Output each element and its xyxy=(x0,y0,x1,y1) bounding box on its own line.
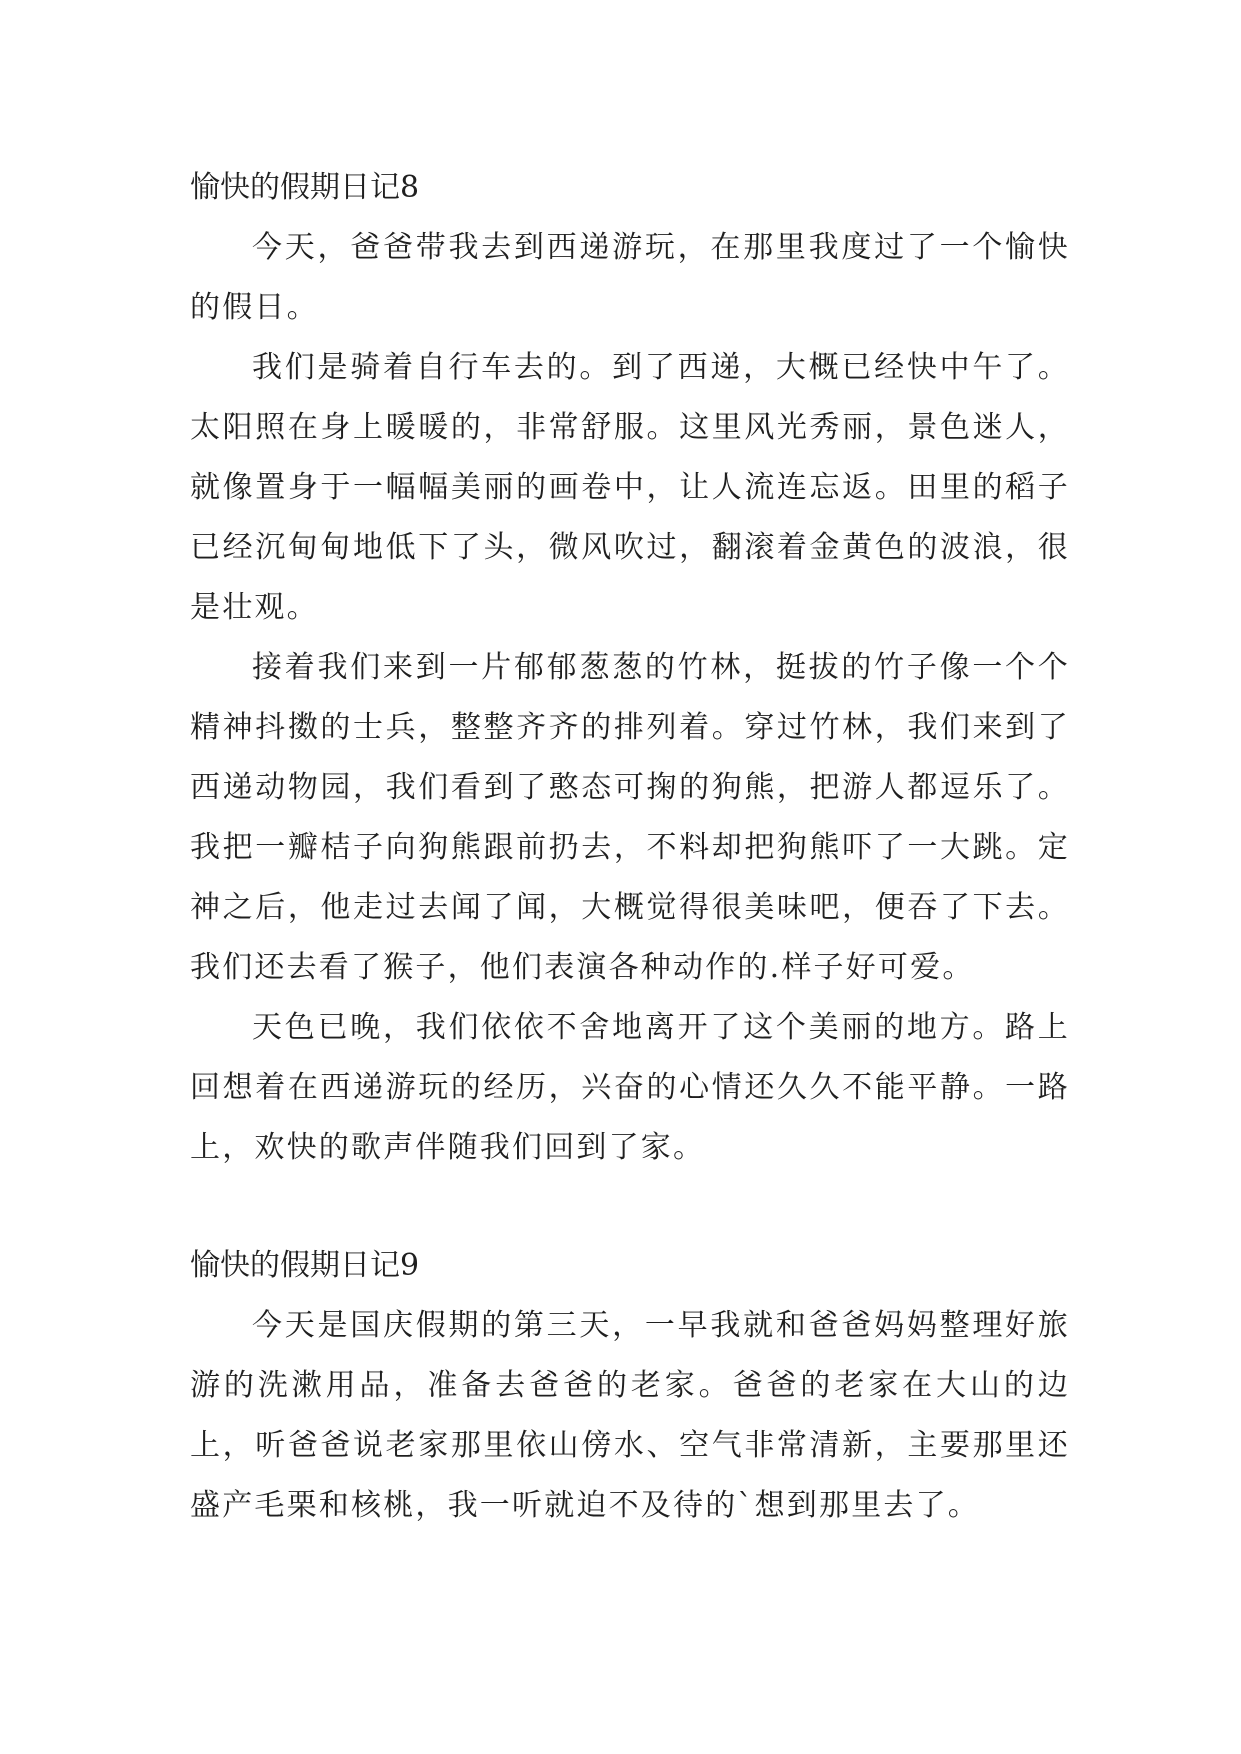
entry-title: 愉快的假期日记8 xyxy=(190,170,420,205)
entry-spacer xyxy=(190,1178,1070,1236)
entry-title: 愉快的假期日记9 xyxy=(190,1248,420,1283)
document-body xyxy=(190,158,1070,1536)
paragraph: 天色已晚，我们依依不舍地离开了这个美丽的地方。路上回想着在西递游玩的经历，兴奋的心情还久久不能平静。一路上，欢快的歌声伴随我们回到了家。 xyxy=(190,1010,1070,1165)
diary-entry-8 xyxy=(190,158,1070,1178)
paragraph: 今天是国庆假期的第三天，一早我就和爸爸妈妈整理好旅游的洗漱用品，准备去爸爸的老家。爸爸的老家在大山的边上，听爸爸说老家那里依山傍水、空气非常清新，主要那里还盛产毛栗和核桃，我一听就迫不及待的`想到那里去了。 xyxy=(190,1308,1070,1523)
paragraph: 今天，爸爸带我去到西递游玩，在那里我度过了一个愉快的假日。 xyxy=(190,230,1070,325)
paragraph: 我们是骑着自行车去的。到了西递，大概已经快中午了。太阳照在身上暖暖的，非常舒服。这里风光秀丽，景色迷人，就像置身于一幅幅美丽的画卷中，让人流连忘返。田里的稻子已经沉甸甸地低下了头，微风吹过，翻滚着金黄色的波浪，很是壮观。 xyxy=(190,350,1070,625)
diary-entry-9 xyxy=(190,1236,1070,1536)
paragraph: 接着我们来到一片郁郁葱葱的竹林，挺拔的竹子像一个个精神抖擞的士兵，整整齐齐的排列着。穿过竹林，我们来到了西递动物园，我们看到了憨态可掬的狗熊，把游人都逗乐了。我把一瓣桔子向狗熊跟前扔去，不料却把狗熊吓了一大跳。定神之后，他走过去闻了闻，大概觉得很美味吧，便吞了下去。我们还去看了猴子，他们表演各种动作的.样子好可爱。 xyxy=(190,650,1070,985)
